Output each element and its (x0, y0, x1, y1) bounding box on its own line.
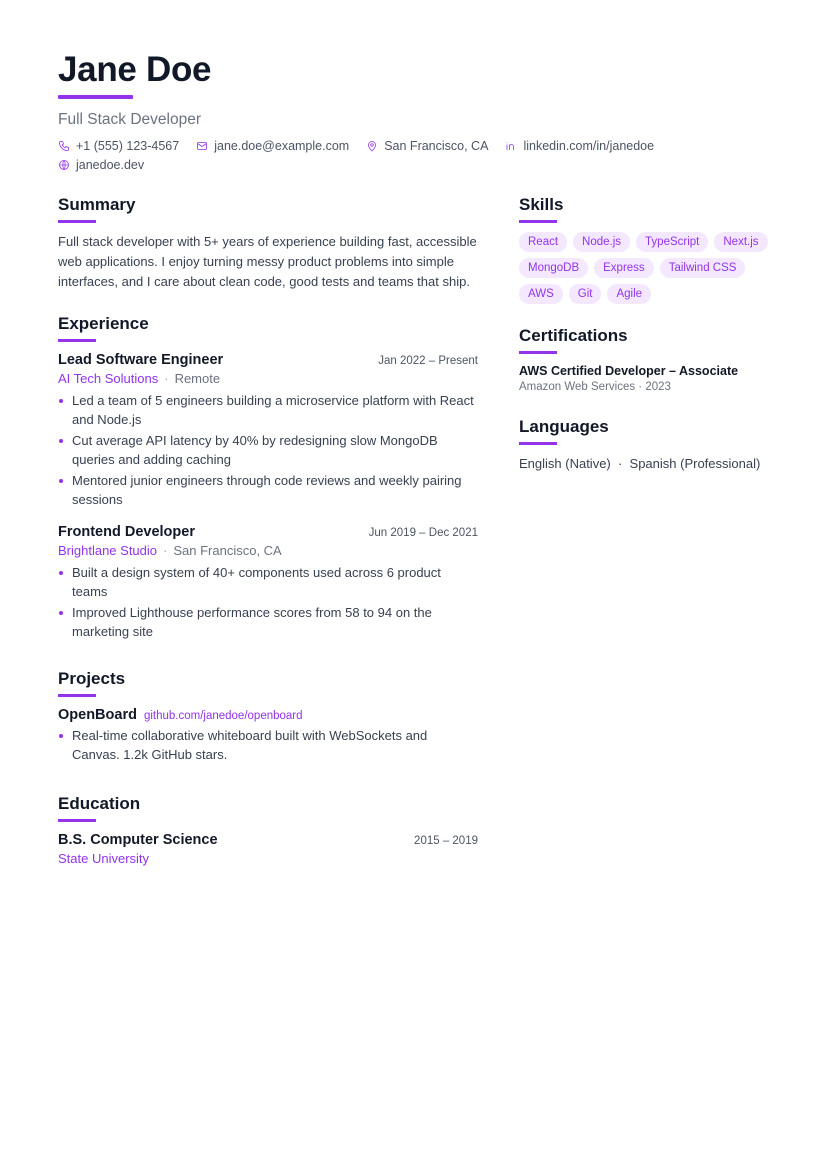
section-underline (58, 339, 96, 342)
skill-chip: Git (569, 284, 602, 304)
job-entry (58, 523, 478, 641)
contact-linkedin[interactable] (505, 138, 654, 154)
section-title: Education (58, 794, 141, 813)
bullet-item: Mentored junior engineers through code reviews and weekly pairing sessions (58, 471, 478, 509)
job-bullets (58, 391, 478, 509)
job-role: Lead Software Engineer (58, 352, 224, 368)
skills-section (519, 195, 769, 304)
bullet-item: Improved Lighthouse performance scores from 58 to 94 on the marketing site (58, 603, 478, 641)
resume-page (58, 50, 769, 890)
project-link[interactable]: github.com/janedoe/openboard (143, 710, 303, 722)
job-location: San Francisco, CA (173, 543, 282, 558)
projects-section (58, 669, 478, 764)
job-entry (58, 351, 478, 509)
globe-icon (58, 159, 70, 171)
job-dates: Jun 2019 – Dec 2021 (368, 527, 478, 539)
job-company: Brightlane Studio (58, 543, 158, 558)
contact-text: jane.doe@example.com (214, 139, 350, 153)
project-bullets (58, 726, 478, 764)
languages-text: English (Native) · Spanish (Professional) (519, 456, 761, 471)
section-title: Skills (519, 195, 564, 214)
contact-location[interactable] (366, 138, 488, 154)
candidate-name: Jane Doe (58, 50, 212, 89)
bullet-item: Built a design system of 40+ components used across 6 product teams (58, 563, 478, 601)
skill-chips (519, 232, 769, 304)
languages-section (519, 417, 769, 474)
summary-text: Full stack developer with 5+ years of experience building fast, accessible web applications. I enjoy turning messy product problems into simple interfaces, and I care about clean code, good tests and teams that ship. (58, 234, 477, 289)
job-company: AI Tech Solutions (58, 371, 159, 386)
bullet-item: Real-time collaborative whiteboard built with WebSockets and Canvas. 1.2k GitHub stars. (58, 726, 478, 764)
contact-website[interactable] (58, 157, 144, 173)
phone-icon (58, 140, 70, 152)
section-underline (519, 442, 557, 445)
job-title: Full Stack Developer (58, 111, 202, 128)
main-column (58, 195, 478, 890)
skill-chip: Node.js (573, 232, 630, 252)
skill-chip: Tailwind CSS (660, 258, 746, 278)
name-underline (58, 95, 133, 99)
certification-meta: Amazon Web Services · 2023 (519, 381, 671, 393)
bullet-item: Led a team of 5 engineers building a microservice platform with React and Node.js (58, 391, 478, 429)
contact-text: San Francisco, CA (384, 139, 489, 153)
education-section (58, 794, 478, 868)
side-column (519, 195, 769, 890)
certifications-section (519, 326, 769, 395)
skill-chip: Next.js (714, 232, 767, 252)
skill-chip: TypeScript (636, 232, 708, 252)
experience-section (58, 314, 478, 641)
section-underline (519, 351, 557, 354)
education-dates: 2015 – 2019 (414, 835, 478, 847)
contact-text: +1 (555) 123-4567 (76, 139, 180, 153)
location-icon (366, 140, 378, 152)
job-location: Remote (174, 371, 221, 386)
two-column-layout (58, 195, 769, 890)
section-title: Certifications (519, 326, 628, 345)
separator: · (163, 543, 168, 558)
bullet-item: Cut average API latency by 40% by redesigning slow MongoDB queries and adding caching (58, 431, 478, 469)
contact-email[interactable] (196, 138, 349, 154)
section-underline (58, 220, 96, 223)
section-title: Languages (519, 417, 609, 436)
section-underline (58, 694, 96, 697)
job-role: Frontend Developer (58, 524, 195, 540)
skill-chip: Express (594, 258, 654, 278)
school-name: State University (58, 851, 150, 866)
contact-phone[interactable] (58, 138, 179, 154)
section-underline (58, 819, 96, 822)
job-dates: Jan 2022 – Present (378, 355, 478, 367)
skill-chip: AWS (519, 284, 563, 304)
summary-section (58, 195, 478, 292)
degree: B.S. Computer Science (58, 832, 218, 848)
separator: · (164, 371, 169, 386)
contact-text: linkedin.com/in/janedoe (523, 139, 655, 153)
section-title: Summary (58, 195, 136, 214)
section-title: Experience (58, 314, 149, 333)
section-underline (519, 220, 557, 223)
contact-list (58, 138, 698, 173)
project-name: OpenBoard (58, 707, 137, 723)
linkedin-icon (505, 140, 517, 152)
certification-name: AWS Certified Developer – Associate (519, 364, 739, 378)
skill-chip: Agile (607, 284, 651, 304)
mail-icon (196, 140, 208, 152)
contact-text: janedoe.dev (76, 158, 145, 172)
skill-chip: React (519, 232, 567, 252)
job-bullets (58, 563, 478, 641)
skill-chip: MongoDB (519, 258, 588, 278)
section-title: Projects (58, 669, 126, 688)
